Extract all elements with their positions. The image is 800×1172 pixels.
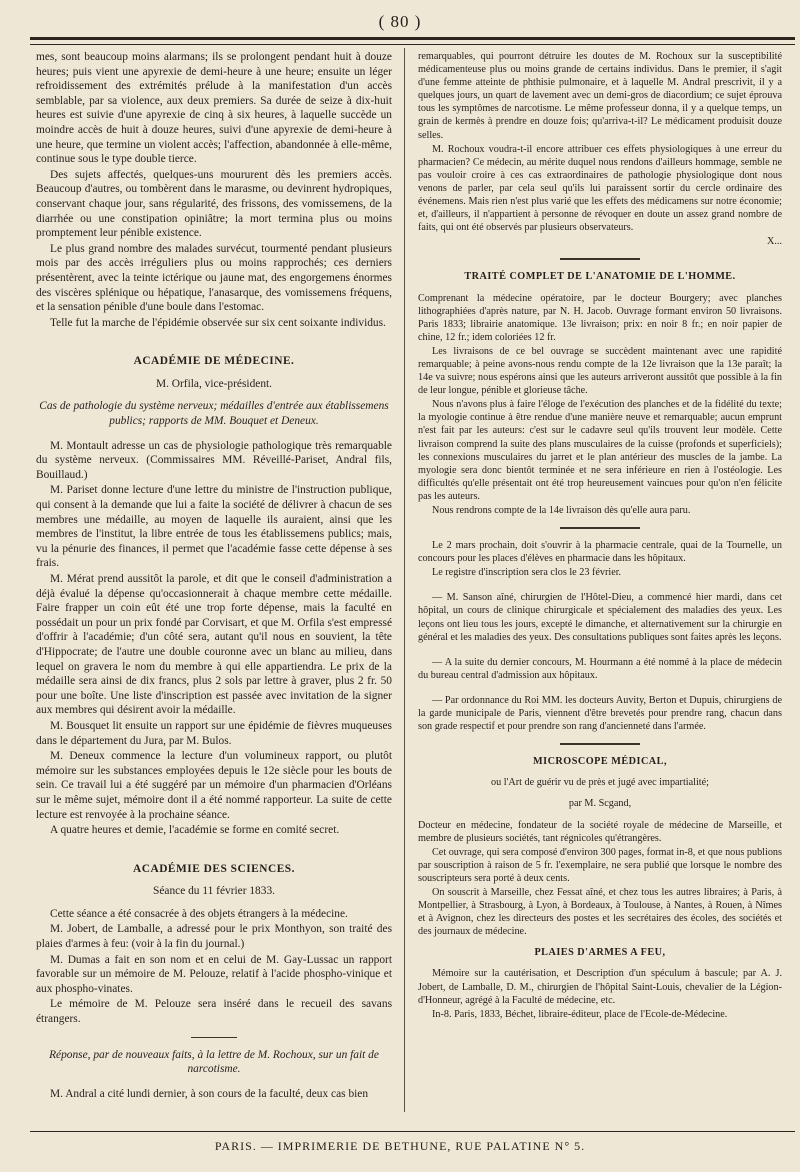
paragraph: Le mémoire de M. Pelouze sera inséré dans le recueil des savans étrangers. xyxy=(36,998,392,1026)
column-divider xyxy=(404,48,405,1112)
news-item: — M. Sanson aîné, chirurgien de l'Hôtel-Dieu, a commencé hier mardi, dans cet hôpital, un cours de clinique chirurgicale et spécialement des maladies des yeux. Les leçons ont lieu tous les jours, excepté le dimanche, et alternativement sur la chirurgie en général et les maladies des yeux. Des consultations publiques sont faites après les leçons. xyxy=(418,592,782,643)
paragraph: Docteur en médecine, fondateur de la société royale de médecine de Marseille, et membre de plusieurs sociétés, tant régnicoles qu'étrangères. xyxy=(418,819,782,844)
separator-rule xyxy=(560,743,640,745)
paragraph: Telle fut la marche de l'épidémie observée sur six cent soixante individus. xyxy=(50,316,386,329)
paragraph: remarquables, qui pourront détruire les doutes de M. Rochoux sur la susceptibilité médicamenteuse plus ou moins grande de certains individus. Dans le premier, il s'agit d'une femme atteinte de phthisie pulmonaire, et à laquelle M. Andral prescrivit, il y a quelques jours, un quart de lavement avec un demi-gros de diacordium; ce sujet éprouva tous les symptômes de narcotisme. Le même professeur donna, il y a quelque temps, un grain de kermès à prendre en douze fois; qu'arriva-t-il? Le médicament produisit douze selles. xyxy=(418,51,782,141)
right-column xyxy=(418,50,782,1116)
paragraph: M. Pariset donne lecture d'une lettre du ministre de l'instruction publique, qui consent à la demande que lui a faite la société de délivrer à chacun de ses membres une médaille, au moyen de laquelle ils auraient, ainsi que les membres de l'institut, la libre entrée de tous les établissemens publics; mais, vu la pénurie des finances, il permet que l'académie fasse cette dépense à ses frais. xyxy=(36,484,392,570)
printer-imprint: PARIS. — IMPRIMERIE DE BETHUNE, RUE PALATINE N° 5. xyxy=(214,1139,586,1153)
paragraph: Le registre d'inscription sera clos le 23 février. xyxy=(432,567,622,579)
paragraph: In-8. Paris, 1833, Béchet, libraire-éditeur, place de l'Ecole-de-Médecine. xyxy=(432,1008,728,1020)
section-title-microscope: MICROSCOPE MÉDICAL, xyxy=(532,756,668,768)
session-president: M. Orfila, vice-président. xyxy=(155,377,273,390)
session-date: Séance du 11 février 1833. xyxy=(153,885,275,898)
session-summary: Cas de pathologie du système nerveux; médailles d'entrée aux établissemens publics; rapports de MM. Bouquet et Deneux. xyxy=(39,400,389,428)
paragraph: mes, sont beaucoup moins alarmans; ils se prolongent pendant huit à douze heures; puis vient une apyrexie de demi-heure à une heure; ensuite un léger refroidissement des extrémités prélude à la manifestation d'un accès semblable, par sa violence, aux deux premiers. Sa durée de seize à dix-huit heures est suivie d'une apyrexie de cinq à six heures, à laquelle succède un moindre accès de huit à douze heures, suivi d'une apyrexie de demi-heure à une heure, que termine un violent accès; l'affection, abandonnée à elle-même, continue sous le type double tierce. xyxy=(36,51,392,166)
paragraph: M. Deneux commence la lecture d'un volumineux rapport, ou plutôt mémoire sur les substances employées depuis le 12e siècle pour les bouts de sein. Ce travail lui a été suggéré par un mémoire d'un pharmacien d'Orléans sur le même sujet, mémoire dont il a été nommé rapporteur. La suite de cette lecture est renvoyée à la prochaine séance. xyxy=(36,750,392,821)
section-title-plaies: PLAIES D'ARMES A FEU, xyxy=(534,947,666,959)
news-item: — Par ordonnance du Roi MM. les docteurs Auvity, Berton et Dupuis, chirurgiens de la garde municipale de Paris, viennent d'être brevetés pour prendre rang, chacun dans son grade respectif et pour prendre son rang d'ancienneté dans l'armée. xyxy=(418,694,782,733)
paragraph: Cette séance a été consacrée à des objets étrangers à la médecine. xyxy=(50,907,348,920)
paragraph: M. Dumas a fait en son nom et en celui de M. Gay-Lussac un rapport favorable sur un mémoire de M. Pelouze, relatif à l'acide phospho-vinique et aux phospho-vinates. xyxy=(36,953,392,995)
paragraph: Nous n'avons plus à faire l'éloge de l'exécution des planches et de la fidélité du texte; la myologie continue à être rendue d'une manière neuve et remarquable; aucun emprunt n'est fait par les auteurs: c'est sur le cadavre seul qu'ils trouvent leur modèle. Cette livraison comprend la suite des plans musculaires de la cuisse (profonds et superficiels); les connexions musculaires du jarret et le plan antérieur des muscles de la jambe. La myologie sera donc bientôt terminée et ne sera inférieure en rien à l'ostéologie. Les difficultés qu'elle présentait ont été trop heureusement vaincues pour qu'on n'en félicite pas les auteurs. xyxy=(418,399,782,502)
news-item: — A la suite du dernier concours, M. Hourmann a été nommé à la place de médecin du bureau central d'admission aux hôpitaux. xyxy=(418,656,782,681)
paragraph: M. Montault adresse un cas de physiologie pathologique très remarquable du système nerveux. (Commissaires MM. Réveillé-Pariset, Andral fils, Bouillaud.) xyxy=(36,439,392,481)
paragraph: M. Bousquet lit ensuite un rapport sur une épidémie de fièvres muqueuses dans le département du Jura, par M. Bulos. xyxy=(36,719,392,747)
paragraph: M. Mérat prend aussitôt la parole, et dit que le conseil d'administration a déjà évalué la dépense qu'occasionnerait à chaque membre cette médaille. Faire frapper un coin eût été une trop forte dépense, mais la faculté en possédait un pour un prix fondé par Corvisart, et que M. Orfila s'est empressé d'offrir à l'académie; d'un côté sera, autant qu'il nous en souvient, la tête d'Hippocrate; de l'autre une double couronne avec un blanc au milieu, dans lequel on gravera le nom du membre à qui elle appartiendra. Le prix de la médaille sera ainsi de dix francs, plus 2 sols par lettre à graver, plus 2 fr. 50 pour une boîte. Une liste d'inscription est passée avec invitation de la signer aux membres qui désirent avoir la médaille. xyxy=(36,573,392,717)
separator-rule xyxy=(560,258,640,260)
left-column xyxy=(36,50,392,1116)
section-title-traite: TRAITÉ COMPLET DE L'ANATOMIE DE L'HOMME. xyxy=(464,271,736,283)
paragraph: Le plus grand nombre des malades survécut, tourmenté pendant plusieurs mois par des accès irréguliers plus ou moins rapprochés; ces derniers présentèrent, avec la teinte ictérique ou jaune mat, des engorgemens énormes des viscères splénique ou hépatique, l'anasarque, des vomissemens fréquens, et la sensation pénible d'une boule dans l'estomac. xyxy=(36,242,392,314)
paragraph: Des sujets affectés, quelques-uns moururent dès les premiers accès. Beaucoup d'autres, ou tombèrent dans le marasme, ou devinrent hydropiques, conservant chaque jour, sans régularité, des frissons, des vomissemens, de la diarrhée ou une constipation opiniâtre; la mort termina plus ou moins promptement leur pénible existence. xyxy=(36,168,392,240)
paragraph: Nous rendrons compte de la 14e livraison dès qu'elle aura paru. xyxy=(432,505,691,516)
bottom-rule xyxy=(30,1131,795,1132)
separator-rule xyxy=(191,1037,237,1038)
paragraph: On souscrit à Marseille, chez Fessat aîné, et chez tous les autres libraires; à Paris, à Montpellier, à Strasbourg, à Lyon, à Bordeaux, à Toulouse, à Nantes, à Rouen, à Nîmes et à Avignon, chez les directeurs des postes et les secrétaires des écoles, des sociétés et des journaux de médecine. xyxy=(418,886,782,938)
section-title-academie-medecine: ACADÉMIE DE MÉDECINE. xyxy=(133,355,295,368)
paragraph: Le 2 mars prochain, doit s'ouvrir à la pharmacie centrale, quai de la Tournelle, un concours pour les places d'élèves en pharmacie dans les hôpitaux. xyxy=(418,540,782,565)
page-number: ( 80 ) xyxy=(378,12,422,31)
paragraph: M. Rochoux voudra-t-il encore attribuer ces effets physiologiques à une erreur du pharmacien? Ce médecin, au mérite duquel nous rendons d'ailleurs hommage, semble ne pas vouloir croire à ces cas extraordinaires de pathologie physiologique dont nous venons de parler, par cela seul qu'ils lui paraissent sortir du cercle ordinaire des événemens. Mais rien n'est plus varié que les effets des médicamens sur notre économie; et, d'ailleurs, il n'appartient à personne de révoquer en doute un assez grand nombre de faits, qui ont été observés par plusieurs observateurs. xyxy=(418,143,782,234)
paragraph: Comprenant la médecine opératoire, par le docteur Bourgery; avec planches lithographiées d'après nature, par N. H. Jacob. Ouvrage formant environ 50 livraisons. Paris 1833; librairie anatomique. 13e livraison; prix: en noir 8 fr.; en noir papier de chine, 12 fr.; idem coloriées 12 fr. xyxy=(418,292,782,343)
separator-rule xyxy=(560,527,640,529)
reponse-title: Réponse, par de nouveaux faits, à la lettre de M. Rochoux, sur un fait de narcotisme. xyxy=(49,1048,379,1076)
paragraph: M. Andral a cité lundi dernier, à son cours de la faculté, deux cas bien xyxy=(50,1087,369,1100)
paragraph: Mémoire sur la cautérisation, et Description d'un spéculum à bascule; par A. J. Jobert, de Lamballe, D. M., chirurgien de l'hôpital Saint-Louis, chevalier de la Légion-d'Honneur, agrégé à la Faculté de médecine, etc. xyxy=(418,968,782,1006)
top-double-rule xyxy=(30,37,795,45)
microscope-author: par M. Scgand, xyxy=(568,798,632,810)
paragraph: A quatre heures et demie, l'académie se forme en comité secret. xyxy=(50,824,340,837)
microscope-subtitle: ou l'Art de guérir vu de près et jugé avec impartialité; xyxy=(491,777,709,789)
paragraph: Cet ouvrage, qui sera composé d'environ 300 pages, format in-8, et que nous publions par souscription à raison de 5 fr. l'exemplaire, ne sera publié que lorsque le nombre des souscripteurs sera porté à deux cents. xyxy=(418,846,782,884)
signature: X... xyxy=(767,236,782,248)
paragraph: M. Jobert, de Lamballe, a adressé pour le prix Monthyon, son traité des plaies d'armes à feu: (voir à la fin du journal.) xyxy=(36,923,392,951)
paragraph: Les livraisons de ce bel ouvrage se succèdent maintenant avec une rapidité remarquable; à peine avons-nous rendu compte de la 12e livraison que la 13e paraît; la 14e va suivre; nous espérons ainsi que les auteurs arriveront aussitôt que possible à la fin de leur longue, pénible et glorieuse tâche. xyxy=(418,345,782,397)
section-title-academie-sciences: ACADÉMIE DES SCIENCES. xyxy=(133,862,295,875)
